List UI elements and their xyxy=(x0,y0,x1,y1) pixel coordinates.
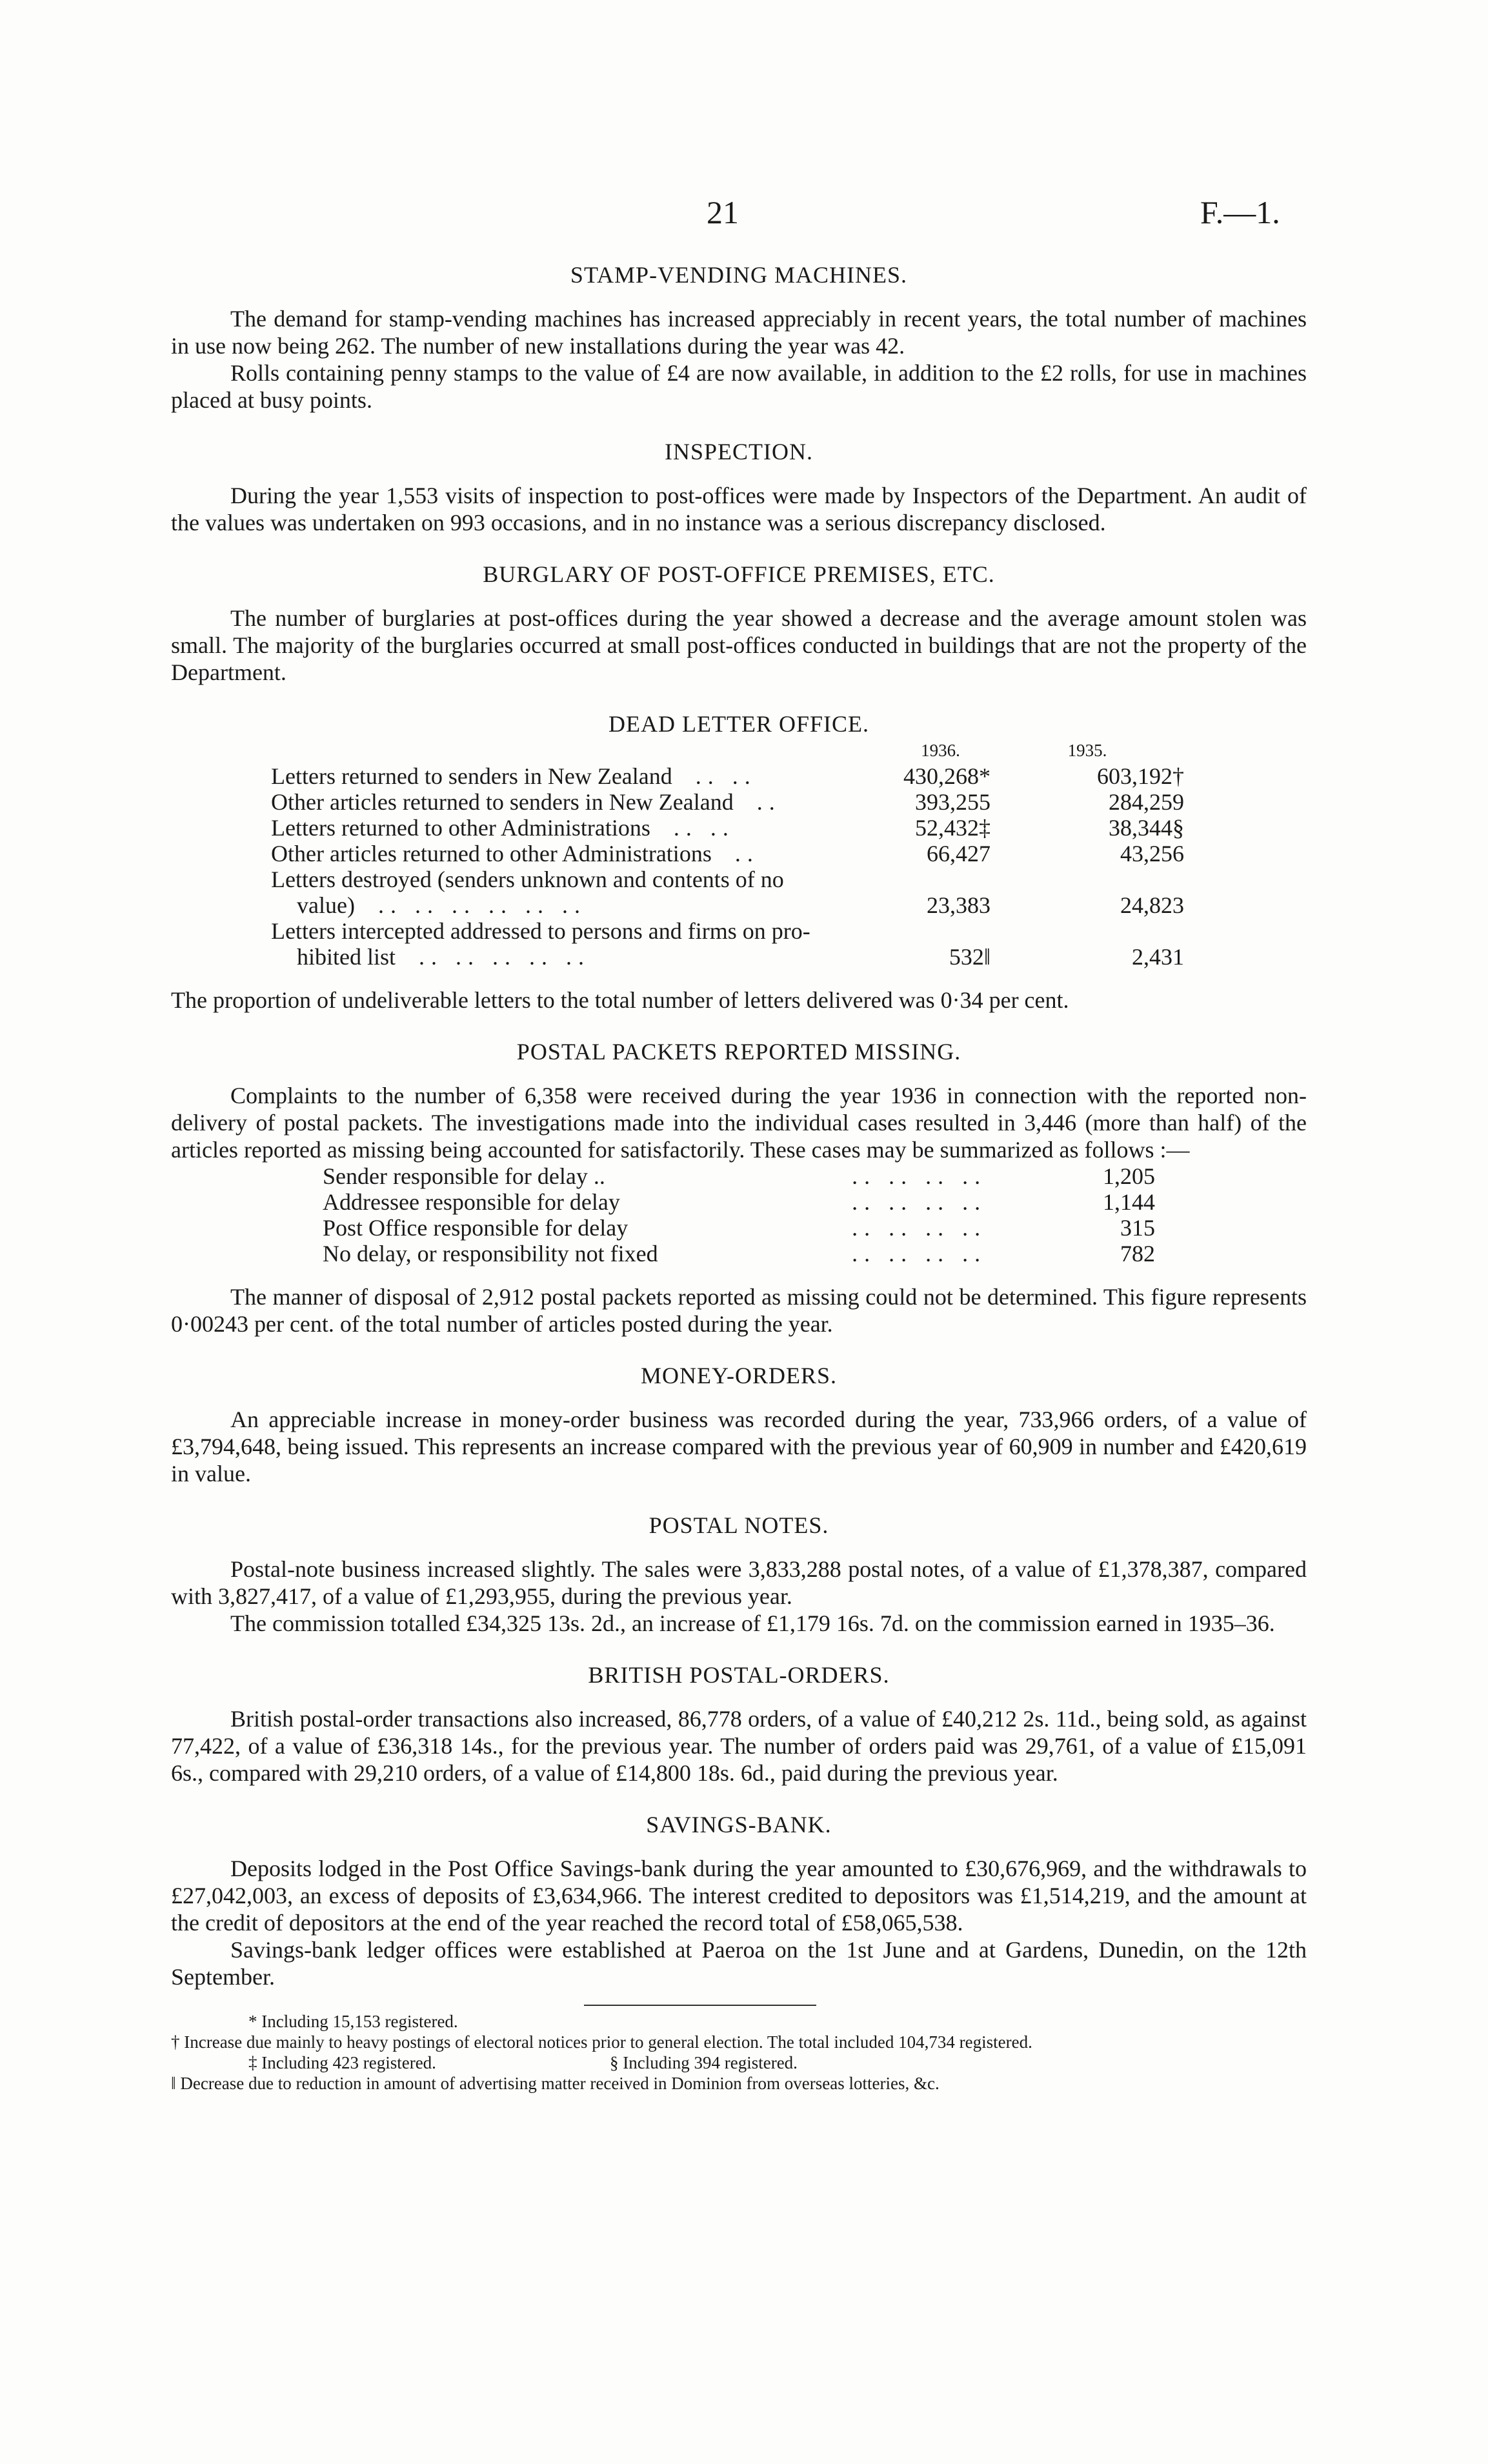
table-row xyxy=(271,763,1226,789)
table-row xyxy=(323,1163,1155,1189)
value-1935: 43,256 xyxy=(1120,841,1184,866)
footnote-4: § Including 394 registered. xyxy=(610,2053,798,2072)
footnote-2: † Increase due mainly to heavy postings of electoral notices prior to general election. The total included 104,734 registered. xyxy=(171,2032,1032,2052)
table-row xyxy=(271,866,1226,918)
missing-cases-table xyxy=(323,1163,1155,1267)
table-row xyxy=(271,918,1226,970)
dot-leader: .. .. .. .. .. xyxy=(419,944,590,970)
value-1935: 284,259 xyxy=(1109,789,1184,815)
dot-leader: .. .. .. .. xyxy=(852,1189,987,1215)
row-label: Other articles returned to senders in New Zealand xyxy=(271,789,734,815)
case-label: Sender responsible for delay .. xyxy=(323,1163,605,1189)
footnote-5: ‖ Decrease due to reduction in amount of advertising matter received in Dominion from overseas lotteries, &c. xyxy=(171,2074,940,2093)
value-1935: 2,431 xyxy=(1132,944,1184,970)
section-title-savings-bank: SAVINGS-BANK. xyxy=(646,1812,832,1838)
dead-letter-summary: The proportion of undeliverable letters to the total number of letters delivered was 0·34 per cent. xyxy=(171,987,1069,1013)
section-title-dead-letter: DEAD LETTER OFFICE. xyxy=(608,711,869,737)
value-1936: 393,255 xyxy=(915,789,990,815)
inspection-paragraph: During the year 1,553 visits of inspection to post-offices were made by Inspectors of the Department. An audit of the values was undertaken on 993 occasions, and in no instance was a serious discrepancy disclosed. xyxy=(171,483,1307,536)
footnote-divider xyxy=(584,2005,816,2006)
row-label: Letters returned to senders in New Zealand xyxy=(271,763,672,789)
row-label: Letters returned to other Administrations xyxy=(271,815,650,841)
value-1936: 52,432‡ xyxy=(915,815,990,841)
dot-leader: .. xyxy=(734,841,759,866)
missing-paragraph-2: The manner of disposal of 2,912 postal packets reported as missing could not be determined. This figure represents 0·00243 per cent. of the total number of articles posted during the year. xyxy=(171,1284,1307,1337)
case-value: 1,205 xyxy=(1103,1163,1155,1189)
dot-leader: .. .. .. .. xyxy=(852,1215,987,1241)
postal-notes-paragraph-2: The commission totalled £34,325 13s. 2d., an increase of £1,179 16s. 7d. on the commission earned in 1935–36. xyxy=(230,1610,1275,1636)
row-label: Letters intercepted addressed to persons and firms on pro- xyxy=(271,918,810,944)
row-label: Letters destroyed (senders unknown and contents of no xyxy=(271,866,784,892)
value-1936: 532‖ xyxy=(949,944,990,970)
table-row xyxy=(323,1215,1155,1241)
table-row xyxy=(323,1241,1155,1267)
savings-paragraph-1: Deposits lodged in the Post Office Savings-bank during the year amounted to £30,676,969, and the withdrawals to £27,042,003, an excess of deposits of £3,634,966. The interest credited to depositors was £1,514,219, and the amount at the credit of depositors at the end of the year reached the record total of £58,065,538. xyxy=(171,1856,1307,1936)
case-value: 315 xyxy=(1120,1215,1155,1241)
case-value: 1,144 xyxy=(1103,1189,1155,1215)
case-value: 782 xyxy=(1120,1241,1155,1267)
section-title-money-orders: MONEY-ORDERS. xyxy=(640,1363,838,1388)
table-row xyxy=(271,841,1226,866)
stamp-paragraph-1: The demand for stamp-vending machines has increased appreciably in recent years, the total number of machines in use now being 262. The number of new installations during the year was 42. xyxy=(171,306,1307,359)
stamp-paragraph-2: Rolls containing penny stamps to the value of £4 are now available, in addition to the £2 rolls, for use in machines placed at busy points. xyxy=(171,360,1307,413)
section-title-postal-notes: POSTAL NOTES. xyxy=(648,1512,829,1538)
dot-leader: .. .. xyxy=(673,815,735,841)
value-1936: 23,383 xyxy=(927,892,990,918)
dot-leader: .. .. .. .. xyxy=(852,1163,987,1189)
page-body xyxy=(171,261,1307,2094)
dot-leader: .. .. .. .. .. .. xyxy=(377,892,587,918)
value-1935: 24,823 xyxy=(1120,892,1184,918)
document-reference: F.—1. xyxy=(1200,194,1280,230)
missing-paragraph-1: Complaints to the number of 6,358 were received during the year 1936 in connection with the reported non-delivery of postal packets. The investigations made into the individual cases resulted in 3,446 (more than half) of the articles reported as missing being accounted for satisfactorily. These cases may be summarized as follows :— xyxy=(171,1083,1307,1163)
section-title-stamp-vending: STAMP-VENDING MACHINES. xyxy=(570,262,908,288)
table-row xyxy=(271,815,1226,841)
postal-notes-paragraph-1: Postal-note business increased slightly. The sales were 3,833,288 postal notes, of a value of £1,378,387, compared with 3,827,417, of a value of £1,293,955, during the previous year. xyxy=(171,1556,1307,1609)
section-title-burglary: BURGLARY OF POST-OFFICE PREMISES, ETC. xyxy=(483,561,995,587)
page-number: 21 xyxy=(707,194,739,230)
case-label: No delay, or responsibility not fixed xyxy=(323,1241,658,1267)
dot-leader: .. xyxy=(756,789,781,815)
case-label: Addressee responsible for delay xyxy=(323,1189,620,1215)
table-row xyxy=(323,1189,1155,1215)
footnote-3: ‡ Including 423 registered. xyxy=(248,2053,436,2072)
value-1936: 430,268* xyxy=(903,763,990,789)
dot-leader: .. .. xyxy=(695,763,757,789)
row-label-continued: value) xyxy=(297,892,355,918)
year-1936: 1936. xyxy=(921,741,960,760)
footnote-1: * Including 15,153 registered. xyxy=(248,2012,458,2031)
value-1935: 603,192† xyxy=(1097,763,1184,789)
burglary-paragraph: The number of burglaries at post-offices during the year showed a decrease and the average amount stolen was small. The majority of the burglaries occurred at small post-offices conducted in buildings that are not the property of the Department. xyxy=(171,605,1307,685)
section-title-british-postal-orders: BRITISH POSTAL-ORDERS. xyxy=(588,1662,890,1688)
row-label: Other articles returned to other Administrations xyxy=(271,841,712,866)
dot-leader: .. .. .. .. xyxy=(852,1241,987,1267)
section-title-missing: POSTAL PACKETS REPORTED MISSING. xyxy=(516,1039,961,1065)
value-1935: 38,344§ xyxy=(1109,815,1184,841)
case-label: Post Office responsible for delay xyxy=(323,1215,628,1241)
savings-paragraph-2: Savings-bank ledger offices were established at Paeroa on the 1st June and at Gardens, Dunedin, on the 12th September. xyxy=(171,1937,1307,1990)
dead-letter-table xyxy=(271,737,1226,970)
section-title-inspection: INSPECTION. xyxy=(664,439,813,465)
year-header-row xyxy=(271,737,1226,763)
british-postal-orders-paragraph: British postal-order transactions also increased, 86,778 orders, of a value of £40,212 2s. 11d., being sold, as against 77,422, of a value of £36,318 14s., for the previous year. The number of orders paid was 29,761, of a value of £15,091 6s., compared with 29,210 orders, of a value of £14,800 18s. 6d., paid during the previous year. xyxy=(171,1706,1307,1786)
value-1936: 66,427 xyxy=(927,841,990,866)
row-label-continued: hibited list xyxy=(297,944,396,970)
table-row xyxy=(271,789,1226,815)
footnotes xyxy=(171,2011,1307,2094)
money-orders-paragraph: An appreciable increase in money-order business was recorded during the year, 733,966 orders, of a value of £3,794,648, being issued. This represents an increase compared with the previous year of 60,909 in number and £420,619 in value. xyxy=(171,1407,1307,1487)
year-1935: 1935. xyxy=(1067,741,1107,760)
